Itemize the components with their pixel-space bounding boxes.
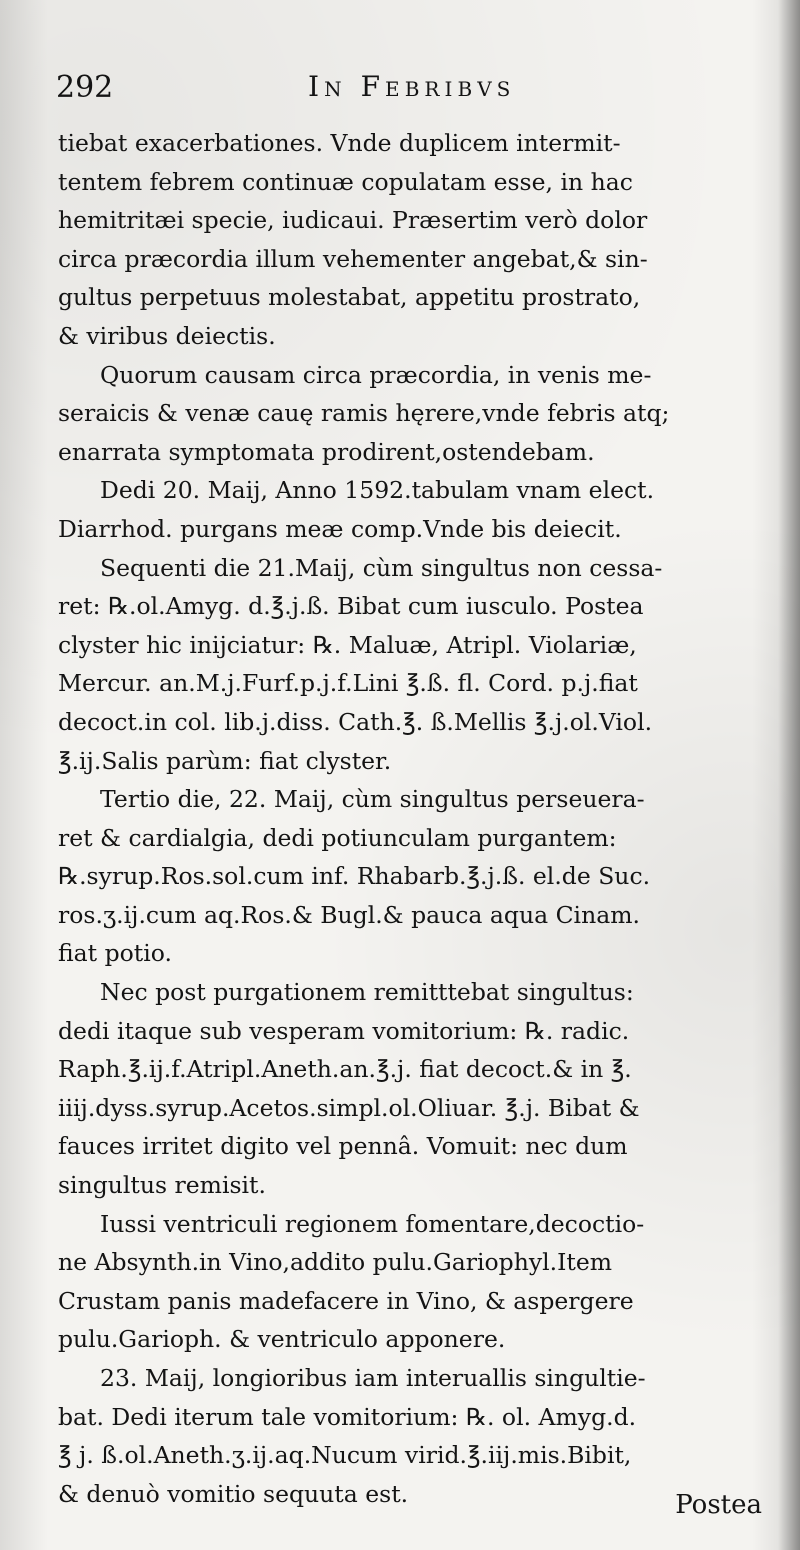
text-line: ros.ʒ.ij.cum aq.Ros.& Bugl.& pauca aqua Cinam. <box>58 900 640 929</box>
text-line: Iussi ventriculi regionem fomentare,decoctio- <box>100 1209 645 1238</box>
text-line: & denuò vomitio sequuta est. <box>58 1479 409 1508</box>
text-line: circa præcordia illum vehementer angebat,& sin- <box>58 244 648 273</box>
text-line: Raph.℥.ij.f.Atripl.Aneth.an.℥.j. fiat decoct.& in ℥. <box>58 1055 632 1084</box>
text-line: Sequenti die 21.Maij, cùm singultus non cessa- <box>100 553 663 582</box>
text-line: singultus remisit. <box>58 1171 266 1200</box>
body-text <box>58 124 768 1513</box>
text-line: Quorum causam circa præcordia, in venis me- <box>100 360 652 389</box>
text-line: Diarrhod. purgans meæ comp.Vnde bis deiecit. <box>58 514 622 543</box>
text-line: dedi itaque sub vesperam vomitorium: ℞. radic. <box>58 1016 630 1045</box>
page-number: 292 <box>56 70 114 105</box>
text-line: clyster hic inijciatur: ℞. Maluæ, Atripl. Violariæ, <box>58 630 637 659</box>
text-line: Tertio die, 22. Maij, cùm singultus perseuera- <box>100 785 645 814</box>
text-line: iiij.dyss.syrup.Acetos.simpl.ol.Oliuar. ℥.j. Bibat & <box>58 1093 640 1122</box>
text-line: ℞.syrup.Ros.sol.cum inf. Rhabarb.℥.j.ß. el.de Suc. <box>58 862 651 891</box>
page-gutter-shadow <box>778 0 800 1550</box>
text-line: seraicis & venæ cauę ramis hęrere,vnde febris atq; <box>58 399 670 428</box>
text-line: hemitritæi specie, iudicaui. Præsertim verò dolor <box>58 206 648 235</box>
text-line: fiat potio. <box>58 939 172 968</box>
text-line: ne Absynth.in Vino,addito pulu.Gariophyl.Item <box>58 1248 613 1277</box>
text-line: bat. Dedi iterum tale vomitorium: ℞. ol. Amyg.d. <box>58 1402 637 1431</box>
text-line: decoct.in col. lib.j.diss. Cath.℥. ß.Mellis ℥.j.ol.Viol. <box>58 707 653 736</box>
text-line: & viribus deiectis. <box>58 321 276 350</box>
text-line: gultus perpetuus molestabat, appetitu prostrato, <box>58 283 641 312</box>
catchword: Postea <box>675 1490 762 1520</box>
text-line: 23. Maij, longioribus iam interuallis singultie- <box>100 1364 646 1392</box>
text-line: ℥ j. ß.ol.Aneth.ʒ.ij.aq.Nucum virid.℥.iij.mis.Bibit, <box>58 1441 632 1470</box>
text-line: ℥.ij.Salis parùm: fiat clyster. <box>58 746 392 775</box>
text-line: tentem febrem continuæ copulatam esse, in hac <box>58 167 633 196</box>
running-head: In Febribvs <box>308 70 516 103</box>
text-line: ret: ℞.ol.Amyg. d.℥.j.ß. Bibat cum iusculo. Postea <box>58 592 644 621</box>
text-line: Nec post purgationem remitttebat singultus: <box>100 978 634 1007</box>
page-header <box>56 70 776 110</box>
text-line: tiebat exacerbationes. Vnde duplicem intermit- <box>58 129 621 157</box>
text-line: fauces irritet digito vel pennâ. Vomuit: nec dum <box>58 1132 628 1161</box>
text-line: pulu.Garioph. & ventriculo apponere. <box>58 1325 506 1354</box>
text-line: ret & cardialgia, dedi potiunculam purgantem: <box>58 823 617 852</box>
text-line: Crustam panis madefacere in Vino, & aspergere <box>58 1286 634 1315</box>
text-line: Mercur. an.M.j.Furf.p.j.f.Lini ℥.ß. fl. Cord. p.j.fiat <box>58 669 638 698</box>
text-line: enarrata symptomata prodirent,ostendebam. <box>58 437 595 466</box>
text-line: Dedi 20. Maij, Anno 1592.tabulam vnam elect. <box>100 476 655 505</box>
